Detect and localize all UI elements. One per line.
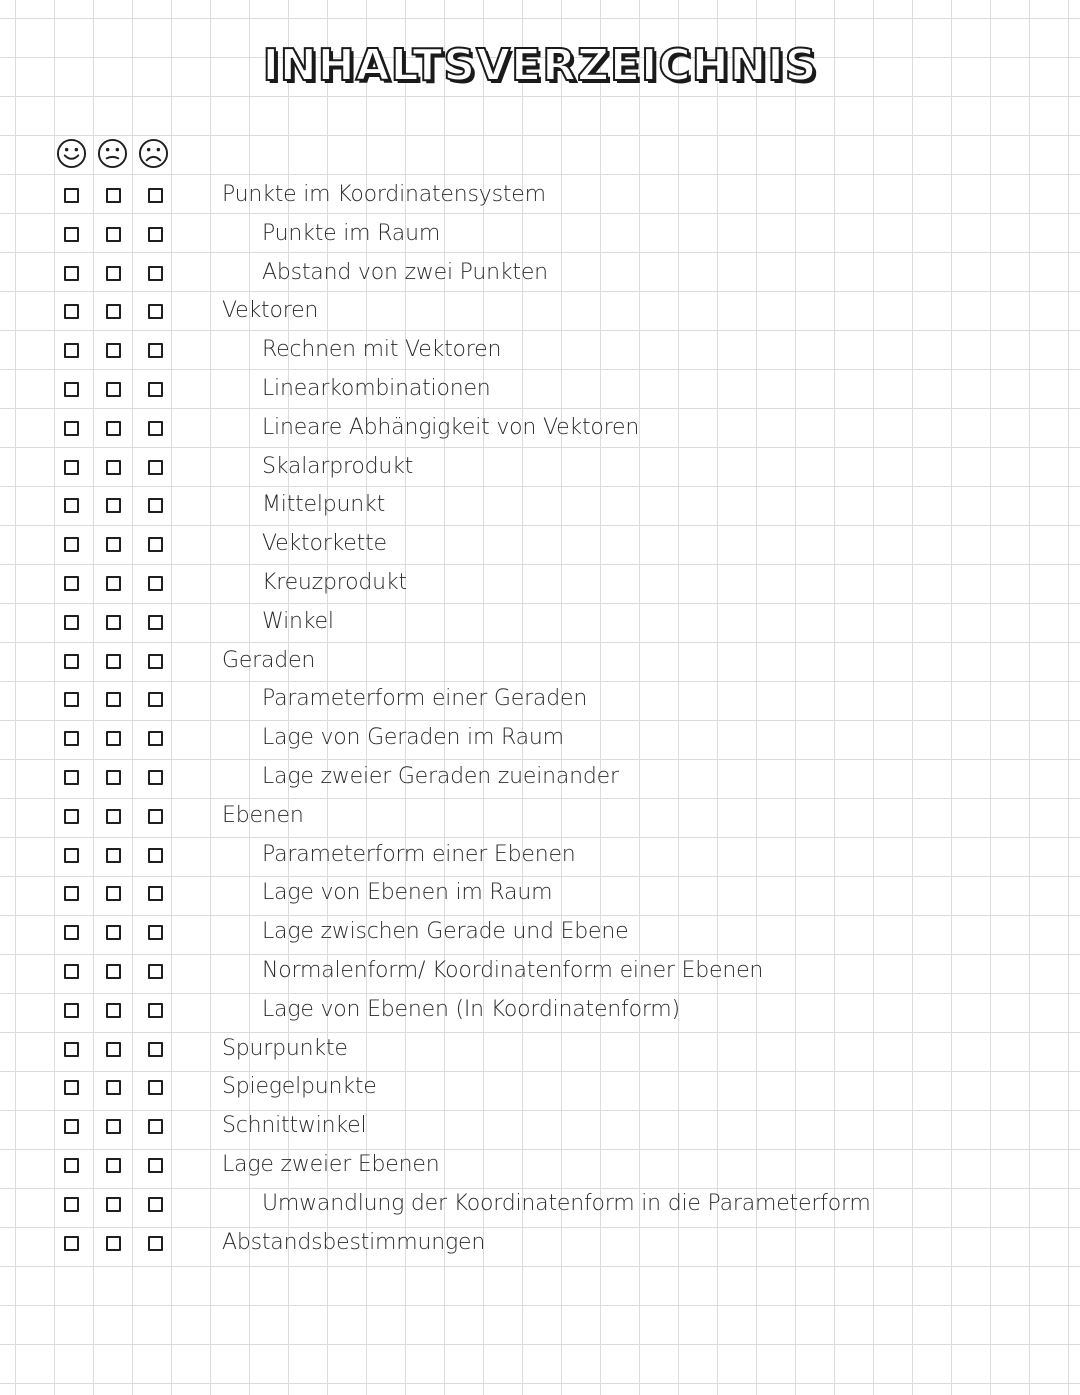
toc-row [0,216,1080,255]
not-understood-checkbox[interactable] [148,615,163,630]
partly-understood-checkbox[interactable] [106,731,121,746]
rating-checkboxes [64,1080,163,1095]
rating-checkboxes [64,304,163,319]
understood-checkbox[interactable] [64,1003,79,1018]
partly-understood-checkbox[interactable] [106,188,121,203]
partly-understood-checkbox[interactable] [106,1042,121,1057]
understood-checkbox[interactable] [64,692,79,707]
rating-checkboxes [64,809,163,824]
not-understood-checkbox[interactable] [148,343,163,358]
not-understood-checkbox[interactable] [148,692,163,707]
rating-checkboxes [64,654,163,669]
toc-subtopic: Lage zweier Geraden zueinander [262,764,619,789]
partly-understood-checkbox[interactable] [106,537,121,552]
rating-checkboxes [64,460,163,475]
toc-row [0,875,1080,914]
understood-checkbox[interactable] [64,770,79,785]
sad-face-icon [138,138,169,169]
toc-row [0,255,1080,294]
toc-topic: Spurpunkte [222,1035,348,1061]
rating-checkboxes [64,925,163,940]
partly-understood-checkbox[interactable] [106,654,121,669]
toc-topic: Ebenen [222,802,304,828]
partly-understood-checkbox[interactable] [106,304,121,319]
rating-checkboxes [64,343,163,358]
not-understood-checkbox[interactable] [148,460,163,475]
rating-checkboxes [64,886,163,901]
partly-understood-checkbox[interactable] [106,498,121,513]
partly-understood-checkbox[interactable] [106,925,121,940]
rating-checkboxes [64,731,163,746]
partly-understood-checkbox[interactable] [106,886,121,901]
toc-row [0,1225,1080,1264]
toc-row [0,565,1080,604]
partly-understood-checkbox[interactable] [106,964,121,979]
toc-row [0,332,1080,371]
partly-understood-checkbox[interactable] [106,1003,121,1018]
not-understood-checkbox[interactable] [148,964,163,979]
understood-checkbox[interactable] [64,848,79,863]
not-understood-checkbox[interactable] [148,1119,163,1134]
toc-row [0,449,1080,488]
toc-row [0,837,1080,876]
partly-understood-checkbox[interactable] [106,343,121,358]
toc-subtopic: Punkte im Raum [262,220,441,246]
toc-subtopic: Lage von Ebenen im Raum [262,880,553,906]
understood-checkbox[interactable] [64,460,79,475]
not-understood-checkbox[interactable] [148,848,163,863]
toc-topic: Geraden [222,647,316,673]
toc-row [0,1108,1080,1147]
partly-understood-checkbox[interactable] [106,809,121,824]
understood-checkbox[interactable] [64,227,79,242]
not-understood-checkbox[interactable] [148,1236,163,1251]
rating-header [56,138,169,169]
toc-row [0,526,1080,565]
toc-row [0,720,1080,759]
toc-row [0,487,1080,526]
understood-checkbox[interactable] [64,188,79,203]
understood-checkbox[interactable] [64,266,79,281]
toc-row [0,759,1080,798]
toc-subtopic: Winkel [262,608,334,634]
understood-checkbox[interactable] [64,809,79,824]
toc-row [0,643,1080,682]
understood-checkbox[interactable] [64,1197,79,1212]
happy-face-icon [56,138,87,169]
rating-checkboxes [64,266,163,281]
understood-checkbox[interactable] [64,964,79,979]
understood-checkbox[interactable] [64,1158,79,1173]
not-understood-checkbox[interactable] [148,1003,163,1018]
toc-row [0,1186,1080,1225]
understood-checkbox[interactable] [64,886,79,901]
toc-subtopic: Lage von Ebenen (In Koordinatenform) [262,996,680,1022]
rating-checkboxes [64,576,163,591]
toc-row [0,1147,1080,1186]
not-understood-checkbox[interactable] [148,886,163,901]
toc-row [0,1031,1080,1070]
not-understood-checkbox[interactable] [148,266,163,281]
toc-topic: Abstandsbestimmungen [222,1229,486,1255]
partly-understood-checkbox[interactable] [106,770,121,785]
toc-row [0,410,1080,449]
rating-checkboxes [64,964,163,979]
page-title: INHALTSVERZEICHNIS [262,40,818,91]
understood-checkbox[interactable] [64,343,79,358]
toc-row [0,953,1080,992]
understood-checkbox[interactable] [64,654,79,669]
toc-subtopic: Rechnen mit Vektoren [262,337,502,363]
partly-understood-checkbox[interactable] [106,1197,121,1212]
not-understood-checkbox[interactable] [148,537,163,552]
partly-understood-checkbox[interactable] [106,1119,121,1134]
toc-subtopic: Vektorkette [262,531,387,557]
rating-checkboxes [64,770,163,785]
partly-understood-checkbox[interactable] [106,615,121,630]
understood-checkbox[interactable] [64,576,79,591]
rating-checkboxes [64,692,163,707]
rating-checkboxes [64,848,163,863]
rating-checkboxes [64,188,163,203]
toc-subtopic: Parameterform einer Geraden [262,686,588,712]
rating-checkboxes [64,537,163,552]
not-understood-checkbox[interactable] [148,227,163,242]
understood-checkbox[interactable] [64,1042,79,1057]
toc-topic: Punkte im Koordinatensystem [222,182,546,207]
understood-checkbox[interactable] [64,498,79,513]
partly-understood-checkbox[interactable] [106,1236,121,1251]
toc-subtopic: Lineare Abhängigkeit von Vektoren [262,414,640,440]
partly-understood-checkbox[interactable] [106,421,121,436]
understood-checkbox[interactable] [64,1236,79,1251]
toc-topic: Spiegelpunkte [222,1074,377,1100]
neutral-face-icon [97,138,128,169]
toc-row [0,293,1080,332]
not-understood-checkbox[interactable] [148,1080,163,1095]
toc-subtopic: Umwandlung der Koordinatenform in die Parameterform [262,1190,871,1216]
toc-subtopic: Normalenform/ Koordinatenform einer Ebenen [262,958,764,983]
not-understood-checkbox[interactable] [148,1158,163,1173]
partly-understood-checkbox[interactable] [106,382,121,397]
not-understood-checkbox[interactable] [148,809,163,824]
toc-subtopic: Mittelpunkt [262,492,386,518]
understood-checkbox[interactable] [64,537,79,552]
not-understood-checkbox[interactable] [148,1042,163,1057]
partly-understood-checkbox[interactable] [106,848,121,863]
partly-understood-checkbox[interactable] [106,1158,121,1173]
understood-checkbox[interactable] [64,304,79,319]
partly-understood-checkbox[interactable] [106,460,121,475]
not-understood-checkbox[interactable] [148,304,163,319]
toc-subtopic: Lage zwischen Gerade und Ebene [262,919,629,945]
understood-checkbox[interactable] [64,1119,79,1134]
partly-understood-checkbox[interactable] [106,227,121,242]
toc-subtopic: Abstand von zwei Punkten [262,259,548,285]
rating-checkboxes [64,498,163,513]
partly-understood-checkbox[interactable] [106,1080,121,1095]
toc-row [0,177,1080,216]
rating-checkboxes [64,1003,163,1018]
not-understood-checkbox[interactable] [148,188,163,203]
partly-understood-checkbox[interactable] [106,692,121,707]
not-understood-checkbox[interactable] [148,770,163,785]
partly-understood-checkbox[interactable] [106,576,121,591]
not-understood-checkbox[interactable] [148,576,163,591]
toc-topic: Lage zweier Ebenen [222,1152,440,1177]
rating-checkboxes [64,1236,163,1251]
toc-row [0,604,1080,643]
not-understood-checkbox[interactable] [148,1197,163,1212]
toc-topic: Schnittwinkel [222,1113,367,1139]
not-understood-checkbox[interactable] [148,731,163,746]
toc-row [0,798,1080,837]
not-understood-checkbox[interactable] [148,925,163,940]
rating-checkboxes [64,421,163,436]
understood-checkbox[interactable] [64,925,79,940]
toc-row [0,681,1080,720]
toc-row [0,992,1080,1031]
understood-checkbox[interactable] [64,382,79,397]
toc-row [0,914,1080,953]
rating-checkboxes [64,1119,163,1134]
partly-understood-checkbox[interactable] [106,266,121,281]
rating-checkboxes [64,382,163,397]
rating-checkboxes [64,1158,163,1173]
toc-row [0,371,1080,410]
toc-subtopic: Linearkombinationen [262,376,491,401]
not-understood-checkbox[interactable] [148,498,163,513]
toc-topic: Vektoren [222,298,319,324]
toc-subtopic: Skalarprodukt [262,453,414,479]
rating-checkboxes [64,1197,163,1212]
not-understood-checkbox[interactable] [148,382,163,397]
understood-checkbox[interactable] [64,615,79,630]
toc-subtopic: Lage von Geraden im Raum [262,725,564,751]
rating-checkboxes [64,227,163,242]
not-understood-checkbox[interactable] [148,654,163,669]
understood-checkbox[interactable] [64,1080,79,1095]
rating-checkboxes [64,615,163,630]
understood-checkbox[interactable] [64,731,79,746]
toc-subtopic: Kreuzprodukt [262,570,407,595]
toc-subtopic: Parameterform einer Ebenen [262,841,576,867]
not-understood-checkbox[interactable] [148,421,163,436]
understood-checkbox[interactable] [64,421,79,436]
rating-checkboxes [64,1042,163,1057]
toc-row [0,1069,1080,1108]
